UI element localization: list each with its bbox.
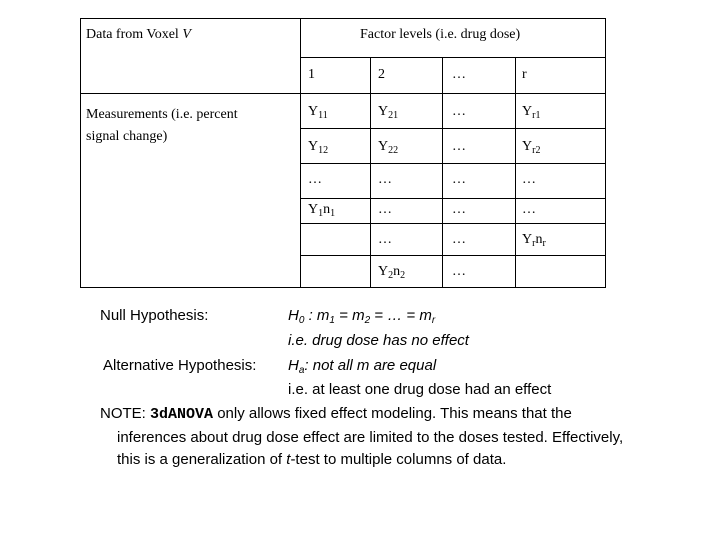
cell-y11: $Y_{11}$ — [308, 104, 328, 121]
cell-yr1: $Y_{r1}$ — [522, 104, 541, 121]
grid-v1 — [370, 57, 371, 288]
cell-y21: $Y_{21}$ — [378, 104, 399, 121]
grid-h6 — [301, 255, 606, 256]
cell-r3-c4: … — [522, 172, 536, 187]
cell-r3-c1: … — [308, 172, 322, 187]
grid-h4 — [301, 198, 606, 199]
level-2: 2 — [378, 67, 385, 82]
grid-v3 — [515, 57, 516, 288]
cell-r2-ellipsis: … — [452, 139, 466, 154]
cell-r4-c4: … — [522, 202, 536, 217]
cell-r4-c2: … — [378, 202, 392, 217]
program-name: 3dANOVA — [150, 406, 214, 423]
grid-h1 — [301, 93, 606, 94]
cell-y2n2: $Y_2n_2$ — [378, 264, 406, 281]
grid-h2 — [301, 128, 606, 129]
null-hypothesis-label: Null Hypothesis: — [100, 307, 209, 324]
measurements-label: Measurements (i.e. percent signal change) — [86, 107, 238, 144]
note-line-1: NOTE: 3dANOVA only allows fixed effect modeling. This means that the — [100, 405, 572, 423]
table-border-left — [80, 18, 81, 288]
null-hypothesis-note: i.e. drug dose has no effect — [288, 332, 469, 349]
alt-hypothesis-note: i.e. at least one drug dose had an effect — [288, 381, 552, 398]
table-divider-col0 — [300, 18, 301, 288]
table-border-top — [80, 18, 606, 19]
grid-v2 — [442, 57, 443, 288]
level-1: 1 — [308, 67, 315, 82]
cell-yr2: $Y_{r2}$ — [522, 139, 541, 156]
level-ellipsis: … — [452, 67, 466, 82]
note-line-2: inferences about drug dose effect are limited to the doses tested. Effectively, — [117, 429, 624, 446]
cell-y1n1: $Y_1n_1$ — [308, 202, 336, 219]
cell-r5-c2: … — [378, 232, 392, 247]
cell-r4-c3: … — [452, 202, 466, 217]
cell-r6-c3: … — [452, 264, 466, 279]
cell-r3-c2: … — [378, 172, 392, 187]
table-border-right — [605, 18, 606, 288]
alt-hypothesis-label: Alternative Hypothesis: — [103, 357, 257, 374]
grid-h3 — [301, 163, 606, 164]
cell-y22: $Y_{22}$ — [378, 139, 399, 156]
null-hypothesis-formula: $H_0$ : $m_1 = m_2$ = … = $m_r$ — [288, 307, 436, 326]
alt-hypothesis-formula: $H_a$: not all m are equal — [288, 357, 437, 376]
cell-yrnr: $Y_rn_r$ — [522, 232, 546, 249]
note-line-3: this is a generalization of t-test to multiple columns of data. — [117, 451, 507, 468]
table-border-bottom — [80, 287, 606, 288]
cell-r1-ellipsis: … — [452, 104, 466, 119]
grid-h-levels — [301, 57, 606, 58]
cell-y12: $Y_{12}$ — [308, 139, 329, 156]
table-divider-header — [80, 93, 301, 94]
grid-h5 — [301, 223, 606, 224]
cell-r5-c3: … — [452, 232, 466, 247]
anova-data-table — [80, 18, 606, 288]
corner-label: Data from Voxel V — [86, 27, 191, 42]
cell-r3-c3: … — [452, 172, 466, 187]
factor-header: Factor levels (i.e. drug dose) — [360, 27, 521, 42]
level-r: r — [522, 67, 527, 82]
